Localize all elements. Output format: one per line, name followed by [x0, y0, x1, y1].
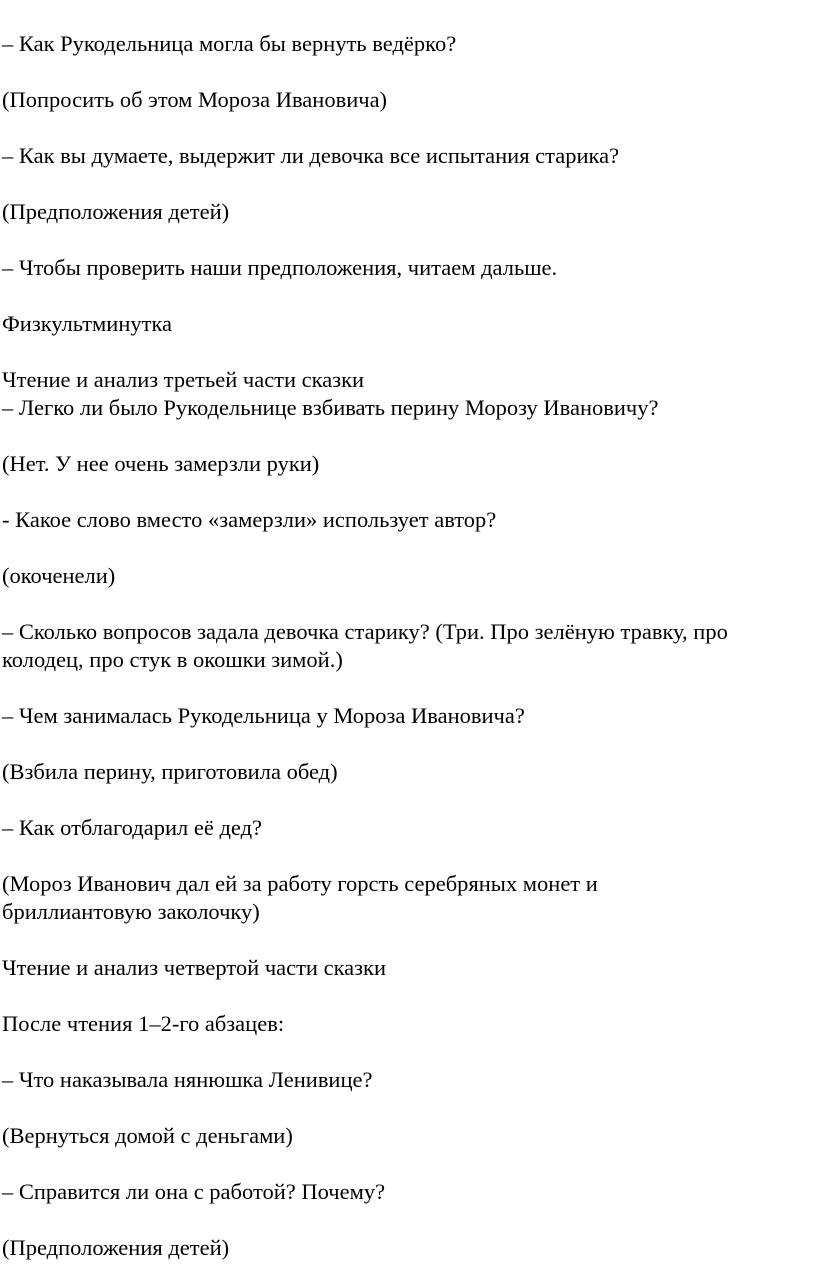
text-line: (Попросить об этом Мороза Ивановича)	[2, 87, 388, 112]
text-line: (Нет. У нее очень замерзли руки)	[2, 451, 320, 476]
text-line: – Как вы думаете, выдержит ли девочка все испытания старика?	[2, 143, 620, 168]
text-line: (Вернуться домой с деньгами)	[2, 1123, 293, 1148]
text-line: (Мороз Иванович дал ей за работу горсть серебряных монет и	[2, 871, 598, 896]
text-line: Физкультминутка	[2, 311, 173, 336]
text-line: (Предположения детей)	[2, 1235, 230, 1260]
text-line: – Чтобы проверить наши предположения, читаем дальше.	[2, 255, 558, 280]
text-line: Чтение и анализ третьей части сказки	[2, 367, 365, 392]
text-line: (Взбила перину, приготовила обед)	[2, 759, 338, 784]
text-line: – Как Рукодельница могла бы вернуть ведёрко?	[2, 31, 457, 56]
text-line: колодец, про стук в окошки зимой.)	[2, 647, 343, 672]
text-line: – Что наказывала нянюшка Ленивице?	[2, 1067, 373, 1092]
text-line: – Чем занималась Рукодельница у Мороза Ивановича?	[2, 703, 525, 728]
text-line: (Предположения детей)	[2, 199, 230, 224]
text-line: Чтение и анализ четвертой части сказки	[2, 955, 387, 980]
text-line: (окоченели)	[2, 563, 116, 588]
text-line: – Сколько вопросов задала девочка старику? (Три. Про зелёную травку, про	[2, 619, 728, 644]
text-line: – Легко ли было Рукодельнице взбивать перину Морозу Ивановичу?	[2, 395, 659, 420]
text-line: После чтения 1–2-го абзацев:	[2, 1011, 285, 1036]
text-line: – Справится ли она с работой? Почему?	[2, 1179, 386, 1204]
text-line: – Как отблагодарил её дед?	[2, 815, 263, 840]
text-line: - Какое слово вместо «замерзли» использует автор?	[2, 507, 497, 532]
text-line: бриллиантовую заколочку)	[2, 899, 260, 924]
